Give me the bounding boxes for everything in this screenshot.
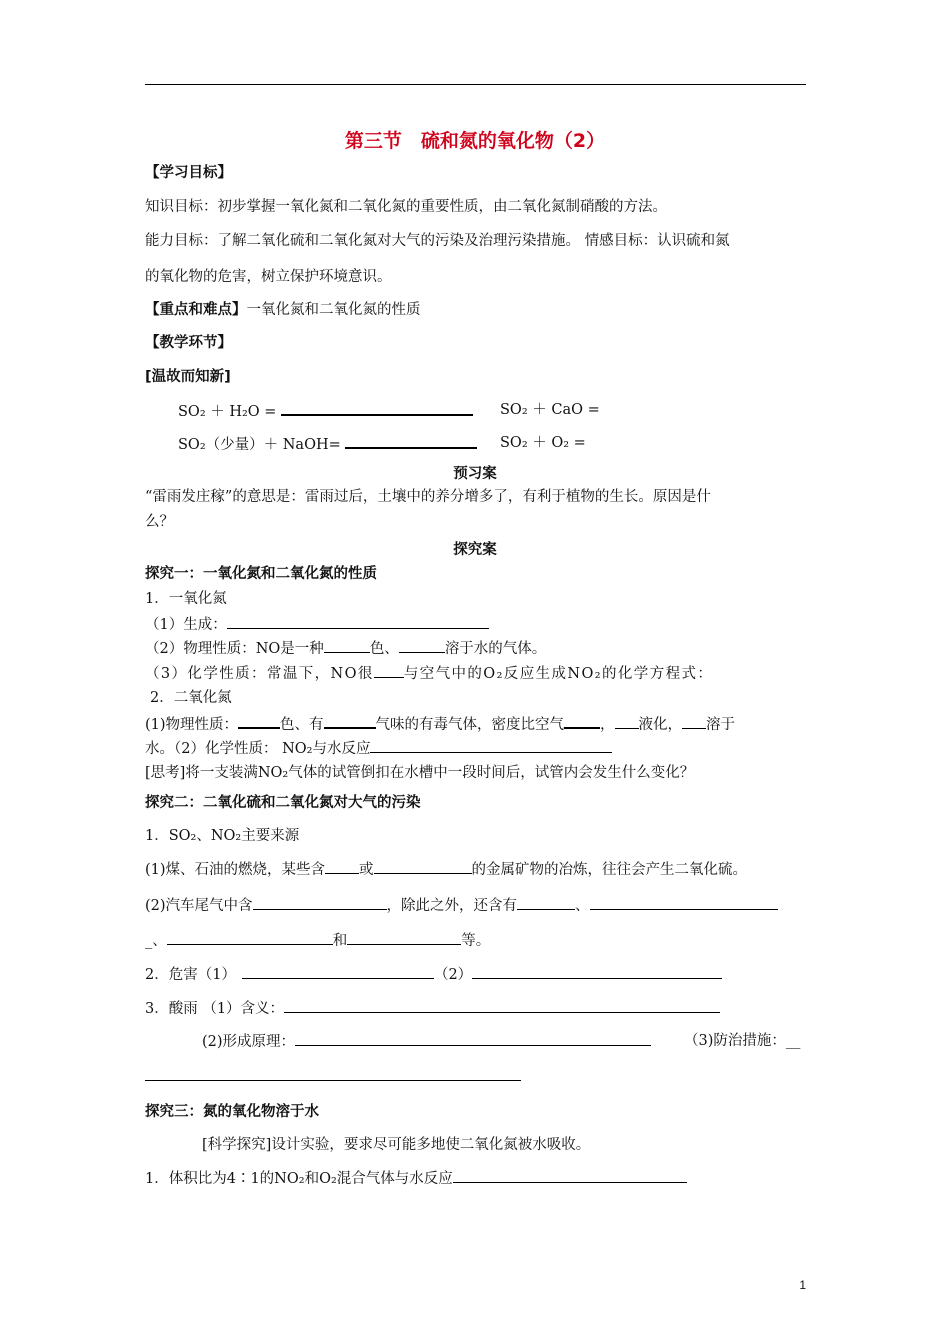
review-heading: [温故而知新] [145, 369, 231, 385]
no-chemical: （3）化学性质：常温下，NO很 与空气中的O₂反应生成NO₂的化学方程式： [145, 663, 713, 684]
review-eq1b: SO₂ ＋ CaO = [500, 402, 600, 418]
preview-line-1: “雷雨发庄稼”的意思是：雷雨过后，土壤中的养分增多了，有利于植物的生长。原因是什 [145, 489, 711, 505]
no-generation: （1）生成： [145, 614, 489, 635]
no-physical: （2）物理性质：NO是一种 色、 溶于水的气体。 [145, 638, 546, 659]
harm: 2．危害（1） （2） [145, 964, 722, 985]
objectives-heading: 【学习目标】 [145, 165, 232, 181]
no-heading: 1．一氧化氮 [145, 591, 227, 607]
review-eq2b: SO₂ ＋ O₂ = [500, 435, 586, 451]
acid-rain-principle: (2)形成原理： [202, 1031, 651, 1052]
ability-objective-1: 能力目标：了解二氧化硫和二氧化氮对大气的污染及治理污染措施。 情感目标：认识硫和氮 [145, 233, 730, 249]
review-eq1a: SO₂ ＋ H₂O = [178, 400, 473, 422]
ability-objective-2: 的氧化物的危害，树立保护环境意识。 [145, 269, 392, 285]
prevention-blank [145, 1066, 521, 1087]
preview-heading: 预习案 [453, 466, 497, 482]
think-question: [思考]将一支装满NO₂气体的试管倒扣在水槽中一段时间后，试管内会发生什么变化？ [145, 765, 695, 781]
page-number: 1 [799, 1278, 806, 1292]
sources-heading: 1．SO₂、NO₂主要来源 [145, 828, 300, 844]
section-1-heading: 探究一：一氧化氮和二氧化氮的性质 [145, 566, 377, 582]
acid-rain-definition: 3．酸雨 （1）含义： [145, 998, 720, 1019]
section-3-heading: 探究三：氮的氧化物溶于水 [145, 1104, 319, 1120]
explore-heading: 探究案 [453, 542, 497, 558]
source-3: _、 和 等。 [145, 930, 490, 951]
knowledge-objective: 知识目标：初步掌握一氧化氮和二氧化氮的重要性质，由二氧化氮制硝酸的方法。 [145, 199, 667, 215]
no2-heading: 2．二氧化氮 [150, 690, 232, 706]
header-rule [145, 84, 806, 85]
source-1: (1)煤、石油的燃烧，某些含 或 的金属矿物的冶炼，往往会产生二氧化硫。 [145, 859, 747, 880]
key-points: 【重点和难点】一氧化氮和二氧化氮的性质 [145, 302, 421, 318]
no2-physical: (1)物理性质： 色、有 气味的有毒气体，密度比空气 ， 液化， 溶于 [145, 713, 735, 735]
no2-chemical: 水。（2）化学性质： NO₂与水反应 [145, 738, 612, 759]
source-2: (2)汽车尾气中含 ，除此之外，还含有 、 [145, 895, 778, 916]
science-inquiry: [科学探究]设计实验，要求尽可能多地使二氧化氮被水吸收。 [202, 1137, 591, 1153]
review-eq2a: SO₂（少量）＋ NaOH= [178, 433, 477, 455]
question-1: 1．体积比为4∶1的NO₂和O₂混合气体与水反应 [145, 1168, 687, 1189]
section-2-heading: 探究二：二氧化硫和二氧化氮对大气的污染 [145, 795, 421, 811]
preview-line-2: 么？ [145, 514, 174, 530]
page-title: 第三节 硫和氮的氧化物（2） [344, 130, 606, 152]
acid-rain-prevention: （3)防治措施：__ [684, 1033, 801, 1049]
teaching-heading: 【教学环节】 [145, 335, 232, 351]
